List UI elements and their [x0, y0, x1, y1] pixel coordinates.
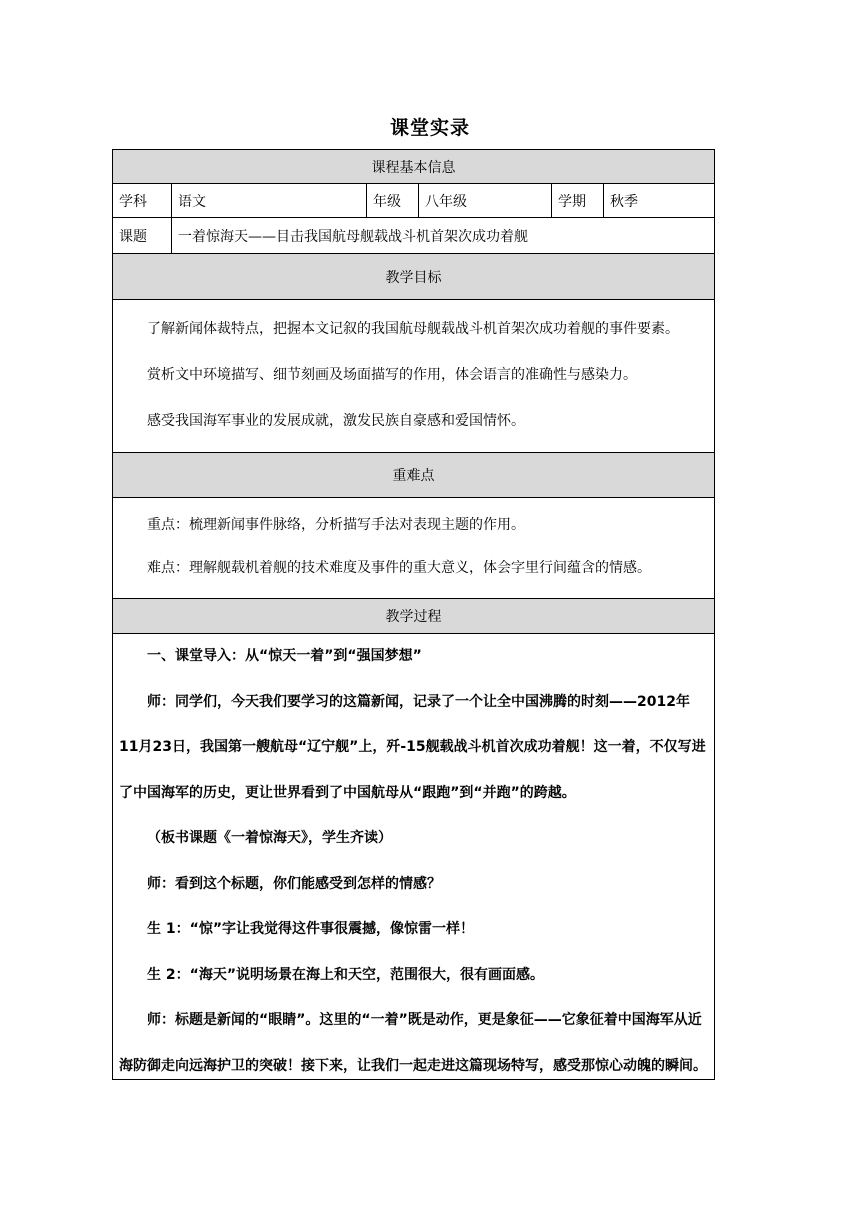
process-paragraph: （板书课题《一着惊海天》，学生齐读） — [147, 830, 392, 846]
term-label: 学期 — [552, 184, 604, 218]
keypoints-row — [113, 498, 715, 599]
topic-label: 课题 — [113, 218, 172, 254]
topic-value: 一着惊海天——目击我国航母舰载战斗机首架次成功着舰 — [172, 218, 715, 254]
subject-label: 学科 — [113, 184, 172, 218]
section-title-basic: 课程基本信息 — [113, 150, 715, 184]
goal-paragraph: 了解新闻体裁特点，把握本文记叙的我国航母舰载战斗机首架次成功着舰的事件要素。 — [147, 321, 679, 337]
goal-paragraph: 赏析文中环境描写、细节刻画及场面描写的作用，体会语言的准确性与感染力。 — [147, 367, 637, 383]
goals-row — [113, 300, 715, 453]
process-paragraph: 师：看到这个标题，你们能感受到怎样的情感？ — [147, 875, 441, 892]
lesson-info-table — [112, 149, 715, 1080]
document-title: 课堂实录 — [389, 117, 470, 139]
process-paragraph: 生 1：“惊”字让我觉得这件事很震撼，像惊雷一样！ — [147, 921, 475, 937]
info-row-topic — [113, 218, 715, 254]
keypoint-paragraph: 难点：理解舰载机着舰的技术难度及事件的重大意义，体会字里行间蕴含的情感。 — [147, 560, 651, 576]
process-row — [113, 634, 715, 1080]
process-paragraph: 师：同学们，今天我们要学习的这篇新闻，记录了一个让全中国沸腾的时刻——2012年11月23日，我国第一艘航母“辽宁舰”上，歼-15舰载战斗机首次成功着舰！这一着，不仅写进了中国海军的历史，更让世界看到了中国航母从“跟跑”到“并跑”的跨越。 — [119, 693, 706, 801]
section-title-process: 教学过程 — [113, 599, 715, 634]
process-paragraph: 一、课堂导入：从“惊天一着”到“强国梦想” — [147, 648, 422, 664]
section-header-basic — [113, 150, 715, 184]
keypoint-paragraph: 重点：梳理新闻事件脉络，分析描写手法对表现主题的作用。 — [147, 517, 525, 533]
section-header-keypoints — [113, 453, 715, 498]
term-value: 秋季 — [604, 184, 715, 218]
section-title-keypoints: 重难点 — [113, 453, 715, 498]
process-content — [119, 634, 708, 1079]
section-title-goals: 教学目标 — [113, 254, 715, 300]
process-paragraph: 师：标题是新闻的“眼睛”。这里的“一着”既是动作，更是象征——它象征着中国海军从近海防御走向远海护卫的突破！接下来，让我们一起走进这篇现场特写，感受那惊心动魄的瞬间。 — [119, 1012, 707, 1074]
process-cell — [113, 634, 715, 1080]
process-paragraph: 生 2：“海天”说明场景在海上和天空，范围很大，很有画面感。 — [147, 966, 545, 983]
grade-value: 八年级 — [419, 184, 552, 218]
goals-cell — [113, 300, 715, 453]
section-header-process — [113, 599, 715, 634]
grade-label: 年级 — [367, 184, 419, 218]
info-row-subject — [113, 184, 715, 218]
keypoints-cell — [113, 498, 715, 599]
subject-value: 语文 — [172, 184, 367, 218]
section-header-goals — [113, 254, 715, 300]
goal-paragraph: 感受我国海军事业的发展成就，激发民族自豪感和爱国情怀。 — [147, 413, 525, 429]
